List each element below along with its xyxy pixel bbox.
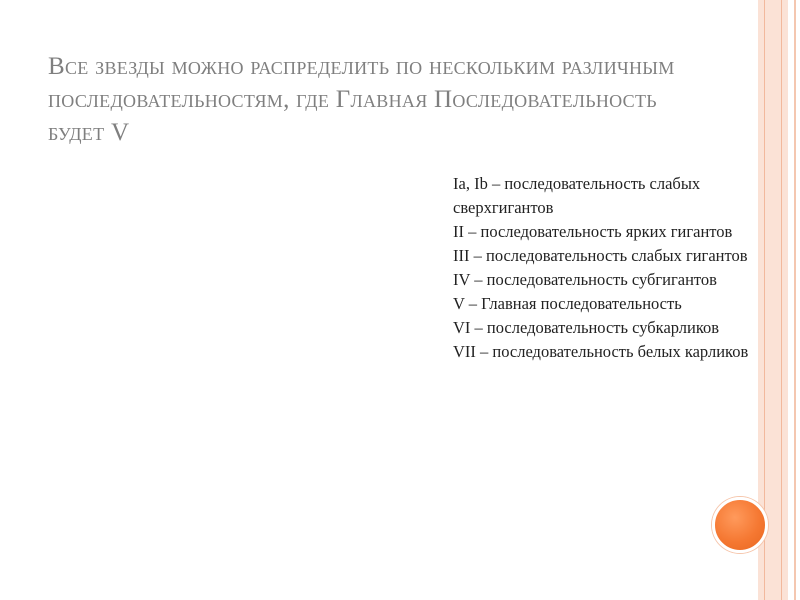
- sequence-list: [453, 172, 753, 364]
- sequence-item: Ia, Ib – последовательность слабых сверхгигантов: [453, 174, 701, 217]
- border-line: [781, 0, 782, 600]
- slide-title: Все звезды можно распределить по нескольким различным последовательностям, где Главная Последовательность будет V: [48, 53, 675, 146]
- sequence-item: IV – последовательность субгигантов: [453, 270, 717, 289]
- sequence-item: VI – последовательность субкарликов: [453, 318, 720, 337]
- sequence-item: VII – последовательность белых карликов: [453, 342, 749, 361]
- border-edge: [794, 0, 796, 600]
- sequence-item: II – последовательность ярких гигантов: [453, 222, 733, 241]
- sequence-item: V – Главная последовательность: [453, 294, 682, 313]
- sequence-item: III – последовательность слабых гигантов: [453, 246, 748, 265]
- decorative-circle: [712, 497, 768, 553]
